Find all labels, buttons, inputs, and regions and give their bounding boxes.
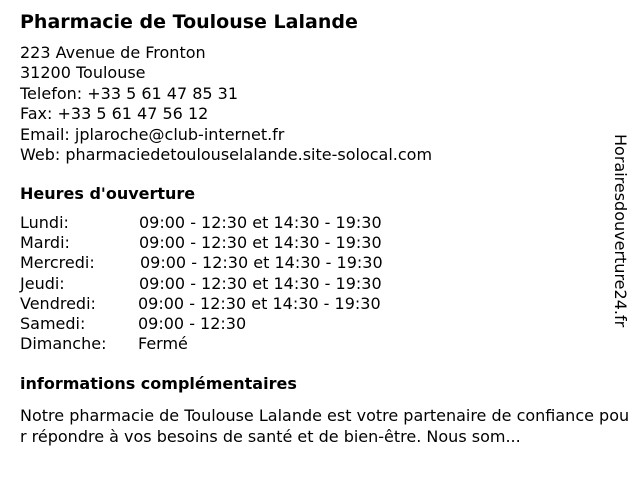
day-hours: 09:00 - 12:30 et 14:30 - 19:30 — [138, 293, 381, 313]
day-label: Vendredi: — [20, 293, 96, 313]
day-hours: 09:00 - 12:30 — [138, 313, 247, 333]
day-label: Lundi: — [20, 213, 69, 232]
day-label: Mardi: — [20, 233, 70, 253]
day-hours: Fermé — [138, 334, 188, 354]
day-hours: 09:00 - 12:30 et 14:30 - 19:30 — [139, 233, 382, 253]
day-label: Samedi: — [20, 313, 86, 333]
email-address: Email: jplaroche@club-internet.fr — [20, 124, 285, 144]
phone-number: Telefon: +33 5 61 47 85 31 — [20, 83, 239, 103]
info-description: Notre pharmacie de Toulouse Lalande est votre partenaire de confiance pour répondre à vos besoins de santé et de bien-être. Nous som... — [20, 406, 630, 446]
day-label: Mercredi: — [20, 253, 95, 273]
fax-number: Fax: +33 5 61 47 56 12 — [20, 104, 209, 124]
site-watermark: Horairesdouverture24.fr — [611, 134, 630, 328]
day-label: Dimanche: — [20, 334, 107, 354]
info-heading: informations complémentaires — [20, 374, 297, 393]
day-hours: 09:00 - 12:30 et 14:30 - 19:30 — [139, 273, 382, 293]
contact-block — [20, 43, 432, 165]
address-city: 31200 Toulouse — [20, 63, 146, 83]
day-label: Jeudi: — [20, 273, 65, 293]
day-hours: 09:00 - 12:30 et 14:30 - 19:30 — [140, 253, 383, 273]
website: Web: pharmaciedetoulouselalande.site-solocal.com — [20, 144, 433, 164]
pharmacy-name: Pharmacie de Toulouse Lalande — [20, 11, 358, 33]
day-hours: 09:00 - 12:30 et 14:30 - 19:30 — [139, 213, 382, 232]
address-street: 223 Avenue de Fronton — [20, 43, 206, 62]
hours-heading: Heures d'ouverture — [20, 184, 196, 203]
